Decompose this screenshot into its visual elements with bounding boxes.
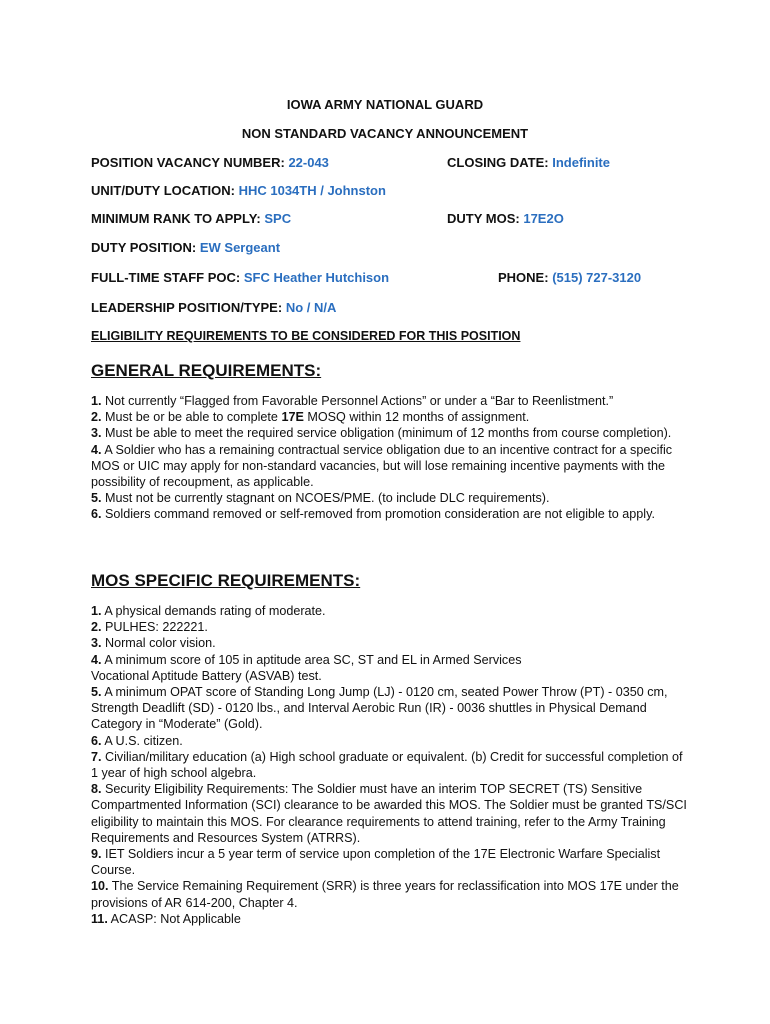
field-value: 22-043 (288, 155, 329, 170)
list-item: 9. IET Soldiers incur a 5 year term of service upon completion of the 17E Electronic Warfare Specialist Course. (91, 847, 661, 878)
general-requirements-list (91, 393, 691, 523)
staff-poc (91, 270, 389, 285)
list-item: 3. Must be able to meet the required service obligation (minimum of 12 months from course completion). (91, 426, 672, 441)
field-value: (515) 727-3120 (552, 270, 642, 285)
field-value: EW Sergeant (199, 240, 281, 255)
list-item: 4. A Soldier who has a remaining contractual service obligation due to an incentive contract for a specific MOS or UIC may apply for non-standard vacancies, but will lose remaining incentive payments with the possibility of recoupment, as applicable. (91, 442, 673, 490)
field-value: Indefinite (552, 155, 610, 170)
list-item: 11. ACASP: Not Applicable (91, 911, 241, 926)
list-item: 8. Security Eligibility Requirements: The Soldier must have an interim TOP SECRET (TS) Sensitive Compartmented Information (SCI) clearance to be awarded this MOS. The Soldier must be granted TS/SCI eligibility to maintain this MOS. For clearance requirements to attend training, refer to the Army Training Requirements and Resources System (ATRRS). (91, 782, 687, 845)
list-item: 10. The Service Remaining Requirement (SRR) is three years for reclassification into MOS 17E under the provisions of AR 614-200, Chapter 4. (91, 879, 679, 910)
duty-mos (447, 211, 564, 226)
list-item: 5. A minimum OPAT score of Standing Long Jump (LJ) - 0120 cm, seated Power Throw (PT) - 0350 cm, Strength Deadlift (SD) - 0120 lbs., and Interval Aerobic Run (IR) - 0036 shuttles in Physical Demand Category in “Moderate” (Gold). (91, 685, 668, 732)
phone (498, 270, 641, 285)
field-value: 17E2O (523, 211, 564, 226)
org-title: IOWA ARMY NATIONAL GUARD (286, 97, 484, 112)
list-item: 4. A minimum score of 105 in aptitude area SC, ST and EL in Armed Services Vocational Aptitude Battery (ASVAB) test. (91, 652, 522, 683)
mos-requirements-heading: MOS SPECIFIC REQUIREMENTS: (91, 571, 361, 590)
duty-position (91, 240, 280, 255)
field-label: POSITION VACANCY NUMBER: (91, 155, 285, 170)
minimum-rank (91, 211, 291, 226)
field-label: MINIMUM RANK TO APPLY: (91, 211, 261, 226)
list-item: 7. Civilian/military education (a) High school graduate or equivalent. (b) Credit for successful completion of 1 year of high school algebra. (91, 749, 683, 781)
list-item: 1. A physical demands rating of moderate. (91, 604, 326, 618)
mos-requirements-list (91, 603, 691, 927)
list-item: 2. PULHES: 222221. (91, 620, 208, 635)
list-item: 2. Must be or be able to complete 17E MOSQ within 12 months of assignment. (91, 410, 530, 425)
field-label: CLOSING DATE: (447, 155, 549, 170)
list-item: 6. Soldiers command removed or self-removed from promotion consideration are not eligible to apply. (91, 507, 655, 522)
field-label: FULL-TIME STAFF POC: (91, 270, 241, 285)
eligibility-heading: ELIGIBILITY REQUIREMENTS TO BE CONSIDERED FOR THIS POSITION (91, 329, 521, 343)
field-value: No / N/A (285, 300, 337, 315)
list-item: 5. Must not be currently stagnant on NCOES/PME. (to include DLC requirements). (91, 491, 550, 506)
general-requirements-heading: GENERAL REQUIREMENTS: (91, 361, 322, 380)
closing-date (447, 155, 610, 170)
list-item: 6. A U.S. citizen. (91, 733, 183, 748)
field-label: PHONE: (498, 270, 549, 285)
list-item: 3. Normal color vision. (91, 636, 216, 651)
field-value: SFC Heather Hutchison (243, 270, 390, 285)
field-label: DUTY POSITION: (91, 240, 197, 255)
announcement-title: NON STANDARD VACANCY ANNOUNCEMENT (241, 126, 529, 141)
position-vacancy-number (91, 155, 329, 170)
field-label: DUTY MOS: (447, 211, 520, 226)
unit-duty-location (91, 183, 386, 198)
field-value: SPC (264, 211, 292, 226)
field-value: HHC 1034TH / Johnston (238, 183, 386, 198)
leadership-position (91, 300, 336, 315)
field-label: LEADERSHIP POSITION/TYPE: (91, 300, 283, 315)
field-label: UNIT/DUTY LOCATION: (91, 183, 235, 198)
list-item: 1. Not currently “Flagged from Favorable Personnel Actions” or under a “Bar to Reenlistment.” (91, 394, 614, 408)
